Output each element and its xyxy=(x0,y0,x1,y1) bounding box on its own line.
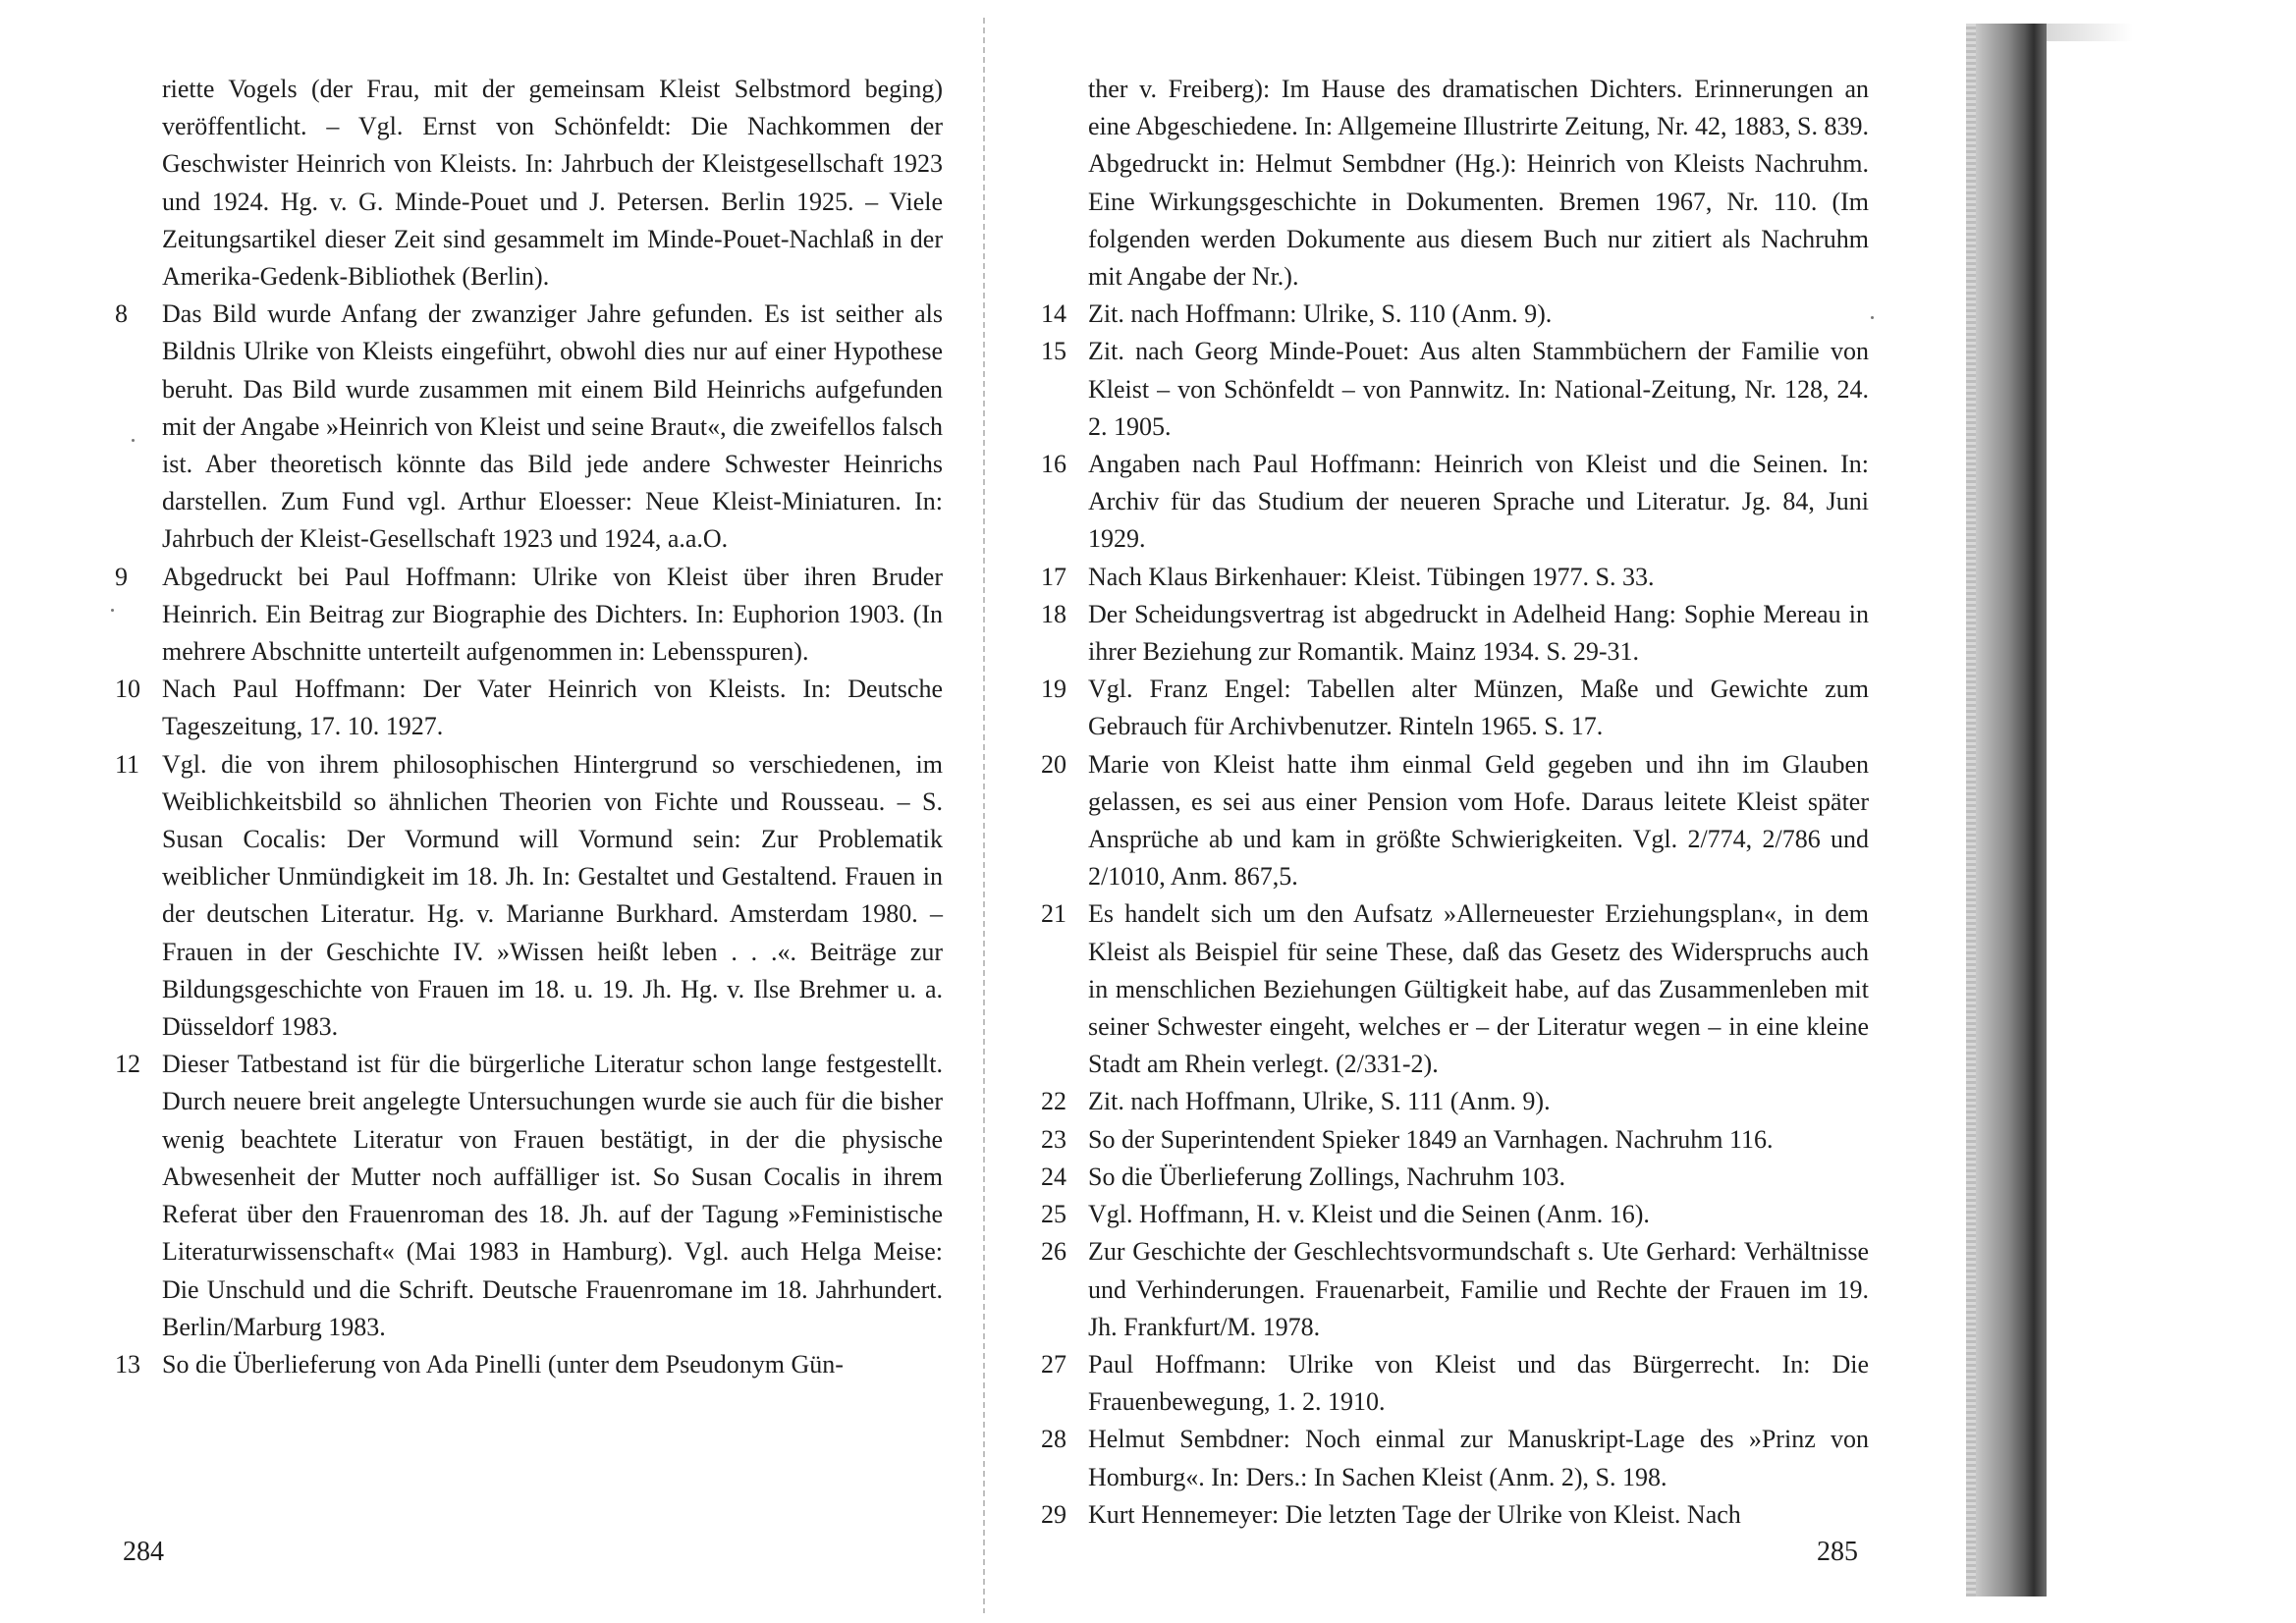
footnote-18 xyxy=(1041,596,1869,671)
footnote-text: Vgl. Franz Engel: Tabellen alter Münzen, Maße und Gewichte zum Gebrauch für Archivbenutzer. Rinteln 1965. S. 17. xyxy=(1088,675,1869,741)
footnote-text: So die Überlieferung Zollings, Nachruhm 103. xyxy=(1088,1162,1565,1191)
footnote-text: Nach Paul Hoffmann: Der Vater Heinrich von Kleists. In: Deutsche Tageszeitung, 17. 10. 1927. xyxy=(162,675,943,741)
footnote-16 xyxy=(1041,446,1869,559)
footnote-25 xyxy=(1041,1196,1869,1233)
footnote-continuation: ther v. Freiberg): Im Hause des dramatischen Dichters. Erinnerungen an eine Abgeschiedene. In: Allgemeine Illustrirte Zeitung, Nr. 42, 1883, S. 839. Abgedruckt in: Helmut Sembdner (Hg.): Heinrich von Kleists Nachruhm. Eine Wirkungsgeschichte in Dokumenten. Bremen 1967, Nr. 110. (Im folgenden werden Dokumente aus diesem Buch nur zitiert als Nachruhm mit Angabe der Nr.). xyxy=(1088,75,1870,292)
footnote-number: 20 xyxy=(1041,749,1066,779)
page-number-left: 284 xyxy=(123,1537,164,1567)
footnote-29 xyxy=(1041,1496,1869,1534)
footnote-text: Zit. nach Georg Minde-Pouet: Aus alten Stammbüchern der Familie von Kleist – von Schönfeldt – von Pannwitz. In: National-Zeitung, Nr. 128, 24. 2. 1905. xyxy=(1088,337,1869,441)
footnote-15 xyxy=(1041,333,1869,446)
footnote-20 xyxy=(1041,746,1869,896)
footnote-text: Nach Klaus Birkenhauer: Kleist. Tübingen 1977. S. 33. xyxy=(1088,562,1655,591)
footnote-number: 21 xyxy=(1041,899,1066,929)
footnote-number: 29 xyxy=(1041,1499,1066,1529)
footnote-24 xyxy=(1041,1159,1869,1196)
scan-speck xyxy=(1871,316,1874,319)
footnote-number: 16 xyxy=(1041,450,1066,479)
footnote-text: Angaben nach Paul Hoffmann: Heinrich von Kleist und die Seinen. In: Archiv für das Studium der neueren Sprache und Literatur. Jg. 84, Juni 1929. xyxy=(1088,450,1869,554)
footnote-number: 14 xyxy=(1041,299,1066,329)
footnote-number: 22 xyxy=(1041,1087,1066,1116)
book-binding-edge xyxy=(1976,24,2047,1596)
footnote-text: Das Bild wurde Anfang der zwanziger Jahre gefunden. Es ist seither als Bildnis Ulrike von Kleists eingeführt, obwohl dies nur auf einer Hypothese beruht. Das Bild wurde zusammen mit einem Bild Heinrichs aufgefunden mit der Angabe »Heinrich von Kleist und seine Braut«, die zweifellos falsch ist. Aber theoretisch könnte das Bild jede andere Schwester Heinrichs darstellen. Zum Fund vgl. Arthur Eloesser: Neue Kleist-Miniaturen. In: Jahrbuch der Kleist-Gesellschaft 1923 und 1924, a.a.O. xyxy=(162,299,943,554)
footnote-continuation: riette Vogels (der Frau, mit der gemeinsam Kleist Selbstmord beging) veröffentlicht. – Vgl. Ernst von Schönfeldt: Die Nachkommen der Geschwister Heinrich von Kleists. In: Jahrbuch der Kleistgesellschaft 1923 und 1924. Hg. v. G. Minde-Pouet und J. Petersen. Berlin 1925. – Viele Zeitungsartikel dieser Zeit sind gesammelt im Minde-Pouet-Nachlaß in der Amerika-Gedenk-Bibliothek (Berlin). xyxy=(162,75,943,292)
footnote-text: Zur Geschichte der Geschlechtsvormundschaft s. Ute Gerhard: Verhältnisse und Verhinderungen. Frauenarbeit, Familie und Rechte der Frauen im 19. Jh. Frankfurt/M. 1978. xyxy=(1088,1237,1869,1341)
footnote-number: 11 xyxy=(115,749,140,779)
footnote-number: 23 xyxy=(1041,1124,1066,1154)
right-page xyxy=(1041,71,1870,1534)
footnote-number: 15 xyxy=(1041,337,1066,366)
footnote-number: 27 xyxy=(1041,1349,1066,1379)
footnote-number: 13 xyxy=(115,1349,140,1379)
footnote-9 xyxy=(115,559,943,672)
footnote-19 xyxy=(1041,671,1869,745)
footnote-27 xyxy=(1041,1346,1869,1421)
footnote-number: 25 xyxy=(1041,1200,1066,1229)
footnote-text: Zit. nach Hoffmann, Ulrike, S. 111 (Anm. 9). xyxy=(1088,1087,1551,1116)
footnote-8 xyxy=(115,296,943,558)
footnote-text: Paul Hoffmann: Ulrike von Kleist und das Bürgerrecht. In: Die Frauenbewegung, 1. 2. 1910. xyxy=(1088,1349,1869,1417)
footnote-text: Kurt Hennemeyer: Die letzten Tage der Ulrike von Kleist. Nach xyxy=(1088,1499,1741,1529)
footnote-number: 26 xyxy=(1041,1237,1066,1267)
footnote-text: Es handelt sich um den Aufsatz »Allerneuester Erziehungsplan«, in dem Kleist als Beispiel für seine These, daß das Gesetz des Widerspruchs auch in menschlichen Beziehungen Gültigkeit habe, auf das Zusammenleben mit seiner Schwester eingeht, welches er – der Literatur wegen – in eine kleine Stadt am Rhein verlegt. (2/331-2). xyxy=(1088,899,1869,1079)
footnote-text: Vgl. die von ihrem philosophischen Hintergrund so verschiedenen, im Weiblichkeitsbild so ähnlichen Theorien von Fichte und Rousseau. – S. Susan Cocalis: Der Vormund will Vormund sein: Zur Problematik weiblicher Unmündigkeit im 18. Jh. In: Gestaltet und Gestaltend. Frauen in der deutschen Literatur. Hg. v. Marianne Burkhard. Amsterdam 1980. – Frauen in der Geschichte IV. »Wissen heißt leben . . .«. Beiträge zur Bildungsgeschichte von Frauen im 18. u. 19. Jh. Hg. v. Ilse Brehmer u. a. Düsseldorf 1983. xyxy=(162,749,943,1042)
book-gutter xyxy=(983,18,985,1613)
footnote-text: Dieser Tatbestand ist für die bürgerliche Literatur schon lange festgestellt. Durch neuere breit angelegte Untersuchungen wurde sie auch für die bisher wenig beachtete Literatur von Frauen bestätigt, in der die physische Abwesenheit der Mutter noch auffälliger ist. So Susan Cocalis in ihrem Referat über den Frauenroman des 18. Jh. auf der Tagung »Feministische Literaturwissenschaft« (Mai 1983 in Hamburg). Vgl. auch Helga Meise: Die Unschuld und die Schrift. Deutsche Frauenromane im 18. Jahrhundert. Berlin/Marburg 1983. xyxy=(162,1050,943,1341)
footnote-text: Der Scheidungsvertrag ist abgedruckt in Adelheid Hang: Sophie Mereau in ihrer Beziehung zur Romantik. Mainz 1934. S. 29-31. xyxy=(1088,599,1869,667)
footnote-10 xyxy=(115,671,943,745)
footnote-number: 8 xyxy=(115,299,128,329)
page-number-right: 285 xyxy=(1817,1537,1858,1567)
footnote-number: 10 xyxy=(115,675,140,704)
footnote-number: 19 xyxy=(1041,675,1066,704)
footnote-text: Abgedruckt bei Paul Hoffmann: Ulrike von Kleist über ihren Bruder Heinrich. Ein Beitrag zur Biographie des Dichters. In: Euphorion 1903. (In mehrere Abschnitte unterteilt aufgenommen in: Lebensspuren). xyxy=(162,562,943,667)
footnote-number: 28 xyxy=(1041,1425,1066,1454)
scan-speck xyxy=(111,609,114,612)
footnote-text: Vgl. Hoffmann, H. v. Kleist und die Seinen (Anm. 16). xyxy=(1088,1200,1650,1229)
footnote-21 xyxy=(1041,895,1869,1083)
footnote-26 xyxy=(1041,1233,1869,1346)
footnote-13 xyxy=(115,1346,943,1383)
footnote-text: Marie von Kleist hatte ihm einmal Geld gegeben und ihn im Glauben gelassen, es sei aus einer Pension vom Hofe. Daraus leitete Kleist später Ansprüche ab und kam in größte Schwierigkeiten. Vgl. 2/774, 2/786 und 2/1010, Anm. 867,5. xyxy=(1088,749,1869,892)
footnote-number: 18 xyxy=(1041,599,1066,628)
footnote-23 xyxy=(1041,1121,1869,1159)
footnote-28 xyxy=(1041,1421,1869,1495)
footnote-number: 12 xyxy=(115,1050,140,1079)
footnote-text: So die Überlieferung von Ada Pinelli (unter dem Pseudonym Gün- xyxy=(162,1349,844,1379)
left-page xyxy=(115,71,943,1383)
footnote-22 xyxy=(1041,1083,1869,1120)
footnote-text: So der Superintendent Spieker 1849 an Varnhagen. Nachruhm 116. xyxy=(1088,1124,1774,1154)
footnote-number: 9 xyxy=(115,562,128,591)
footnote-number: 17 xyxy=(1041,562,1066,591)
footnote-17 xyxy=(1041,559,1869,596)
footnote-11 xyxy=(115,746,943,1047)
footnote-14 xyxy=(1041,296,1869,333)
footnote-12 xyxy=(115,1046,943,1346)
footnote-number: 24 xyxy=(1041,1162,1066,1191)
footnote-text: Helmut Sembdner: Noch einmal zur Manuskript-Lage des »Prinz von Homburg«. In: Ders.: In Sachen Kleist (Anm. 2), S. 198. xyxy=(1088,1425,1869,1491)
footnote-text: Zit. nach Hoffmann: Ulrike, S. 110 (Anm. 9). xyxy=(1088,299,1553,329)
